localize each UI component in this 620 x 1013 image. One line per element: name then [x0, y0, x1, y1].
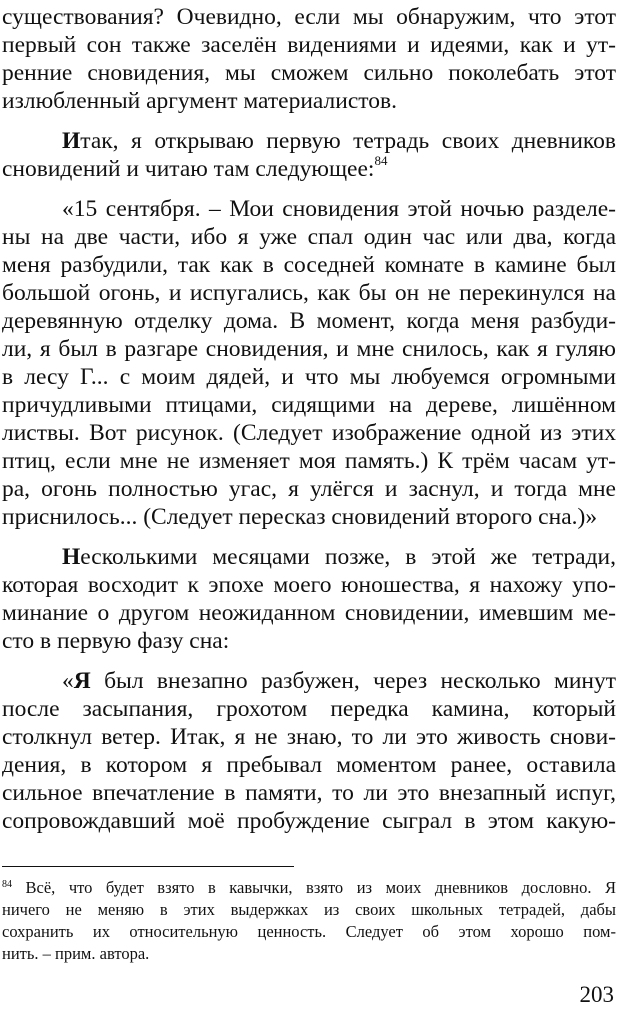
- text-line: ренние сновидения, мы сможем сильно поколебать этот: [2, 60, 616, 86]
- text-line: «15 сентября. – Мои сновидения этой ночью разделе-: [62, 196, 616, 222]
- text-line: листвы. Вот рисунок. (Следует изображение одной из этих: [2, 420, 616, 446]
- text-line-body: сновидений и читаю там следующее:: [2, 156, 375, 182]
- text-line: в лесу Г... с моим дядей, и что мы любуемся огромными: [2, 364, 616, 390]
- text-line: существования? Очевидно, если мы обнаружим, что этот: [2, 4, 616, 30]
- drop-cap: Н: [62, 544, 81, 570]
- text-line: приснилось... (Следует пересказ сновидений второго сна.)»: [2, 504, 598, 530]
- text-line-body: был внезапно разбужен, через несколько минут: [90, 668, 616, 694]
- text-line: излюбленный аргумент материалистов.: [2, 88, 397, 114]
- text-line: первый сон также заселён видениями и идеями, как и ут-: [2, 32, 616, 58]
- text-line: столкнул ветер. Итак, я не знаю, то ли это живость снови-: [2, 724, 616, 750]
- text-line: которая восходит к эпохе моего юношества, я нахожу упо-: [2, 572, 616, 598]
- text-line-body: так, я открываю первую тетрадь своих дневников: [80, 128, 616, 154]
- text-line: [62, 667, 616, 695]
- text-line: ли, я был в разгаре сновидения, и мне снилось, как я гуляю: [2, 336, 616, 362]
- text-line: [2, 155, 616, 183]
- footnote-line: нить. – прим. автора.: [2, 944, 150, 963]
- text-line: [62, 127, 616, 155]
- text-line: меня разбудили, так как в соседней комнате в камине был: [2, 252, 616, 278]
- text-line: большой огонь, и испугались, как бы он не перекинулся на: [2, 280, 616, 306]
- text-line: сильное впечатление в памяти, то ли это внезапный испуг,: [2, 780, 616, 806]
- page-number: 203: [579, 982, 614, 1007]
- footnote-line: сохранить их относительную ценность. Следует об этом хорошо пом-: [2, 922, 616, 941]
- footnote-line: [2, 878, 616, 898]
- footnote-divider: [2, 866, 294, 867]
- text-line-body: есколькими месяцами позже, в этой же тетради,: [80, 544, 616, 570]
- text-line: причудливыми птицами, сидящими на дереве, лишённом: [2, 392, 616, 418]
- text-line: сто в первую фазу сна:: [2, 628, 230, 654]
- drop-cap: Я: [73, 668, 91, 694]
- text-line: дения, в котором я пребывал моментом ранее, оставила: [2, 752, 616, 778]
- footnote-line: ничего не меняю в этих выдержках из своих школьных тетрадей, дабы: [2, 900, 616, 919]
- footnote-text: Всё, что будет взято в кавычки, взято из моих дневников дословно. Я: [12, 878, 616, 897]
- text-line: после засыпания, грохотом передка камина, который: [2, 696, 616, 722]
- footnote-marker: 84: [2, 879, 12, 890]
- text-line: ны на две части, ибо я уже спал один час или два, когда: [2, 224, 616, 250]
- text-line: деревянную отделку дома. В момент, когда меня разбуди-: [2, 308, 616, 334]
- footnote-reference[interactable]: 84: [374, 153, 388, 168]
- text-line: минание о другом неожиданном сновидении, имевшим ме-: [2, 600, 616, 626]
- quote-mark: «: [62, 668, 74, 694]
- text-line: [62, 543, 616, 571]
- text-line: птиц, если мне не изменяет моя память.) К трём часам ут-: [2, 448, 616, 474]
- drop-cap: И: [62, 128, 81, 154]
- text-line: сопровождавший моё пробуждение сыграл в этом какую-: [2, 808, 616, 834]
- text-line: ра, огонь полностью угас, я улёгся и заснул, и тогда мне: [2, 476, 616, 502]
